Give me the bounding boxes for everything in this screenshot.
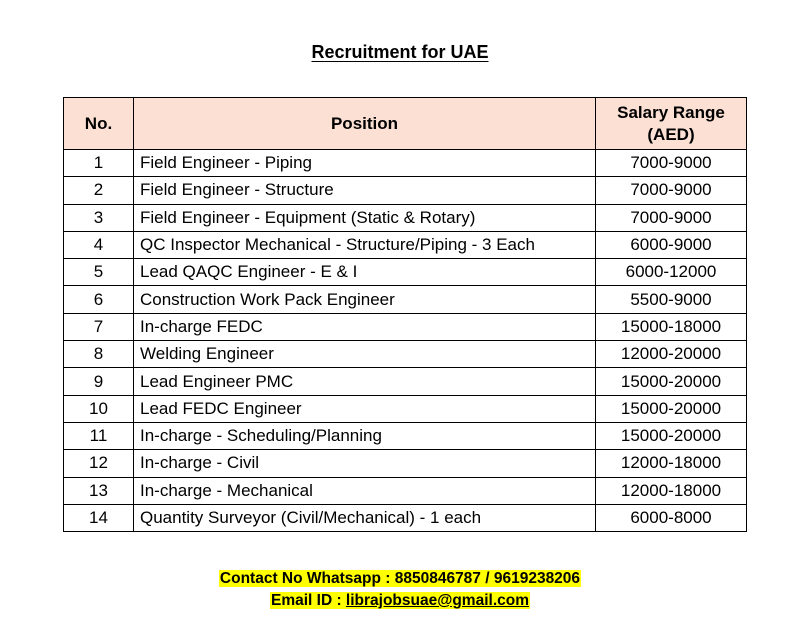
row-no: 9 (64, 368, 134, 395)
table-row (64, 395, 747, 422)
row-position: In-charge FEDC (134, 313, 596, 340)
row-position: Lead Engineer PMC (134, 368, 596, 395)
row-salary: 15000-20000 (596, 395, 747, 422)
table-body (64, 150, 747, 532)
row-no: 2 (64, 177, 134, 204)
row-position: Welding Engineer (134, 341, 596, 368)
table-row (64, 259, 747, 286)
email-label: Email ID : (270, 592, 346, 609)
row-position: Field Engineer - Structure (134, 177, 596, 204)
recruitment-table (63, 97, 747, 532)
row-salary: 6000-12000 (596, 259, 747, 286)
row-salary: 7000-9000 (596, 177, 747, 204)
row-position: In-charge - Civil (134, 450, 596, 477)
page-title-text: Recruitment for UAE (311, 42, 489, 62)
header-salary (596, 98, 747, 150)
row-no: 7 (64, 313, 134, 340)
email-line (0, 590, 800, 612)
page-title (0, 42, 800, 63)
table-row (64, 504, 747, 531)
table-row (64, 150, 747, 177)
row-salary: 6000-8000 (596, 504, 747, 531)
row-no: 8 (64, 341, 134, 368)
row-salary: 15000-20000 (596, 422, 747, 449)
table-row (64, 477, 747, 504)
row-salary: 12000-18000 (596, 450, 747, 477)
table-row (64, 368, 747, 395)
row-salary: 12000-20000 (596, 341, 747, 368)
row-position: In-charge - Mechanical (134, 477, 596, 504)
email-highlight (270, 592, 530, 609)
contact-block (0, 568, 800, 612)
row-position: Quantity Surveyor (Civil/Mechanical) - 1 each (134, 504, 596, 531)
table-row (64, 313, 747, 340)
row-no: 5 (64, 259, 134, 286)
row-no: 1 (64, 150, 134, 177)
whatsapp-text: Contact No Whatsapp : 8850846787 / 9619238206 (219, 570, 581, 587)
table-row (64, 341, 747, 368)
row-position: Field Engineer - Piping (134, 150, 596, 177)
row-position: Construction Work Pack Engineer (134, 286, 596, 313)
row-no: 12 (64, 450, 134, 477)
table-row (64, 204, 747, 231)
row-salary: 7000-9000 (596, 150, 747, 177)
email-link[interactable]: librajobsuae@gmail.com (345, 592, 530, 609)
row-no: 10 (64, 395, 134, 422)
table-row (64, 286, 747, 313)
row-no: 6 (64, 286, 134, 313)
row-salary: 7000-9000 (596, 204, 747, 231)
whatsapp-line (0, 568, 800, 590)
row-position: QC Inspector Mechanical - Structure/Piping - 3 Each (134, 231, 596, 258)
row-salary: 6000-9000 (596, 231, 747, 258)
row-position: Lead FEDC Engineer (134, 395, 596, 422)
row-no: 11 (64, 422, 134, 449)
table-row (64, 177, 747, 204)
row-salary: 12000-18000 (596, 477, 747, 504)
row-salary: 15000-18000 (596, 313, 747, 340)
row-salary: 5500-9000 (596, 286, 747, 313)
table-header-row (64, 98, 747, 150)
header-position: Position (134, 98, 596, 150)
row-position: In-charge - Scheduling/Planning (134, 422, 596, 449)
table-row (64, 231, 747, 258)
header-no: No. (64, 98, 134, 150)
header-salary-text: Salary Range (AED) (617, 102, 725, 144)
row-salary: 15000-20000 (596, 368, 747, 395)
row-no: 13 (64, 477, 134, 504)
row-no: 3 (64, 204, 134, 231)
row-position: Field Engineer - Equipment (Static & Rotary) (134, 204, 596, 231)
row-position: Lead QAQC Engineer - E & I (134, 259, 596, 286)
table-row (64, 450, 747, 477)
row-no: 4 (64, 231, 134, 258)
table-row (64, 422, 747, 449)
row-no: 14 (64, 504, 134, 531)
